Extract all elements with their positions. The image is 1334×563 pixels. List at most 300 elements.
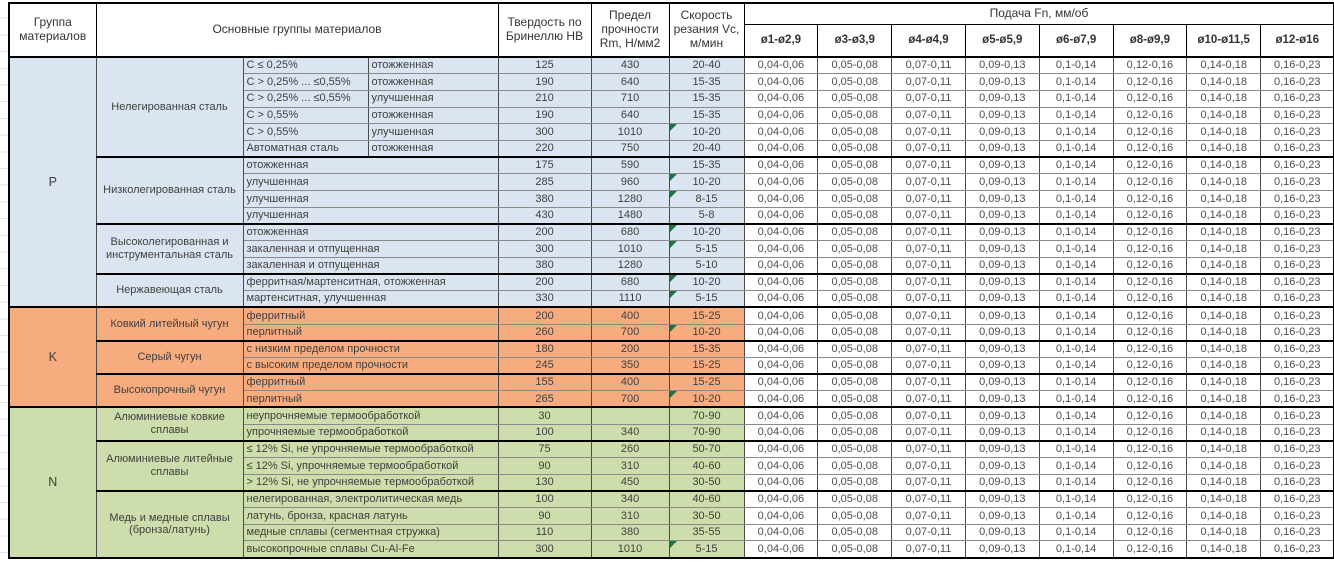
feed-value: 0,12-0,16 xyxy=(1113,241,1187,258)
feed-value: 0,14-0,18 xyxy=(1187,374,1261,391)
feed-value: 0,1-0,14 xyxy=(1039,541,1113,558)
hb-value: 260 xyxy=(498,324,591,341)
feed-value: 0,04-0,06 xyxy=(744,491,818,508)
feed-value: 0,14-0,18 xyxy=(1187,207,1261,224)
material-spec: медные сплавы (сегментная стружка) xyxy=(243,524,498,541)
subgroup-name: Высокопрочный чугун xyxy=(96,374,243,407)
feed-value: 0,09-0,13 xyxy=(965,441,1039,458)
feed-value: 0,04-0,06 xyxy=(744,508,818,525)
header-material-group: Группа материалов xyxy=(9,3,96,57)
material-spec: ≤ 12% Si, не упрочняемые термообработкой xyxy=(243,441,498,458)
feed-value: 0,16-0,23 xyxy=(1261,374,1334,391)
feed-value: 0,14-0,18 xyxy=(1187,274,1261,291)
row-gutter xyxy=(0,2,8,558)
feed-value: 0,16-0,23 xyxy=(1261,441,1334,458)
feed-value: 0,04-0,06 xyxy=(744,391,818,408)
feed-value: 0,12-0,16 xyxy=(1113,491,1187,508)
feed-value: 0,16-0,23 xyxy=(1261,524,1334,541)
feed-value: 0,16-0,23 xyxy=(1261,124,1334,141)
vc-value: 40-60 xyxy=(669,491,744,508)
header-feed-title: Подача Fn, мм/об xyxy=(744,3,1334,25)
feed-value: 0,14-0,18 xyxy=(1187,541,1261,558)
feed-value: 0,16-0,23 xyxy=(1261,307,1334,324)
feed-value: 0,05-0,08 xyxy=(818,257,892,274)
hb-value: 300 xyxy=(498,541,591,558)
feed-value: 0,07-0,11 xyxy=(892,307,966,324)
feed-value: 0,04-0,06 xyxy=(744,374,818,391)
feed-value: 0,16-0,23 xyxy=(1261,191,1334,208)
feed-value: 0,12-0,16 xyxy=(1113,140,1187,157)
feed-value: 0,05-0,08 xyxy=(818,474,892,491)
feed-value: 0,12-0,16 xyxy=(1113,524,1187,541)
feed-value: 0,04-0,06 xyxy=(744,474,818,491)
feed-value: 0,12-0,16 xyxy=(1113,424,1187,441)
feed-value: 0,1-0,14 xyxy=(1039,458,1113,475)
feed-value: 0,09-0,13 xyxy=(965,174,1039,191)
feed-value: 0,04-0,06 xyxy=(744,157,818,174)
feed-value: 0,14-0,18 xyxy=(1187,524,1261,541)
rm-value: 680 xyxy=(591,224,669,241)
feed-value: 0,14-0,18 xyxy=(1187,441,1261,458)
feed-value: 0,1-0,14 xyxy=(1039,357,1113,374)
feed-value: 0,09-0,13 xyxy=(965,74,1039,91)
feed-value: 0,05-0,08 xyxy=(818,124,892,141)
vc-value: 15-35 xyxy=(669,74,744,91)
feed-value: 0,14-0,18 xyxy=(1187,257,1261,274)
feed-value: 0,16-0,23 xyxy=(1261,74,1334,91)
feed-value: 0,14-0,18 xyxy=(1187,307,1261,324)
hb-value: 300 xyxy=(498,124,591,141)
feed-value: 0,16-0,23 xyxy=(1261,224,1334,241)
feed-value: 0,16-0,23 xyxy=(1261,491,1334,508)
feed-value: 0,1-0,14 xyxy=(1039,207,1113,224)
group-letter: N xyxy=(9,407,96,557)
feed-value: 0,04-0,06 xyxy=(744,441,818,458)
vc-value: 50-70 xyxy=(669,441,744,458)
feed-value: 0,09-0,13 xyxy=(965,191,1039,208)
vc-value: 5-15 xyxy=(669,241,744,258)
rm-value: 1480 xyxy=(591,207,669,224)
feed-value: 0,07-0,11 xyxy=(892,357,966,374)
header-cutting-speed: Скорость резания Vc, м/мин xyxy=(669,3,744,57)
hb-value: 110 xyxy=(498,524,591,541)
vc-value: 15-35 xyxy=(669,341,744,358)
feed-value: 0,09-0,13 xyxy=(965,474,1039,491)
subgroup-name: Низколегированная сталь xyxy=(96,157,243,224)
feed-value: 0,09-0,13 xyxy=(965,124,1039,141)
vc-value: 15-25 xyxy=(669,357,744,374)
feed-value: 0,04-0,06 xyxy=(744,541,818,558)
feed-value: 0,09-0,13 xyxy=(965,374,1039,391)
vc-value: 30-50 xyxy=(669,508,744,525)
table-row xyxy=(9,341,1334,358)
feed-value: 0,12-0,16 xyxy=(1113,191,1187,208)
hb-value: 245 xyxy=(498,357,591,374)
material-spec: закаленная и отпущенная xyxy=(243,241,498,258)
rm-value: 1010 xyxy=(591,124,669,141)
feed-value: 0,04-0,06 xyxy=(744,124,818,141)
feed-value: 0,07-0,11 xyxy=(892,74,966,91)
feed-value: 0,14-0,18 xyxy=(1187,341,1261,358)
feed-value: 0,12-0,16 xyxy=(1113,90,1187,107)
feed-value: 0,1-0,14 xyxy=(1039,140,1113,157)
feed-value: 0,07-0,11 xyxy=(892,524,966,541)
feed-value: 0,12-0,16 xyxy=(1113,508,1187,525)
vc-value: 15-25 xyxy=(669,374,744,391)
material-spec: отожженная xyxy=(243,224,498,241)
header-diameter-6: ø10-ø11,5 xyxy=(1187,25,1261,58)
vc-value: 15-35 xyxy=(669,157,744,174)
subgroup-name: Нелегированная сталь xyxy=(96,57,243,157)
vc-value: 5-15 xyxy=(669,541,744,558)
feed-value: 0,16-0,23 xyxy=(1261,458,1334,475)
feed-value: 0,14-0,18 xyxy=(1187,124,1261,141)
material-state: улучшенная xyxy=(368,124,498,141)
material-spec: ферритный xyxy=(243,307,498,324)
hb-value: 200 xyxy=(498,224,591,241)
rm-value: 200 xyxy=(591,341,669,358)
subgroup-name: Алюминиевые ковкие сплавы xyxy=(96,407,243,440)
feed-value: 0,1-0,14 xyxy=(1039,57,1113,74)
feed-value: 0,09-0,13 xyxy=(965,241,1039,258)
feed-value: 0,16-0,23 xyxy=(1261,257,1334,274)
rm-value: 680 xyxy=(591,274,669,291)
feed-value: 0,05-0,08 xyxy=(818,57,892,74)
material-state: отожженная xyxy=(368,107,498,124)
material-spec: улучшенная xyxy=(243,207,498,224)
feed-value: 0,09-0,13 xyxy=(965,224,1039,241)
feed-value: 0,1-0,14 xyxy=(1039,157,1113,174)
vc-value: 15-35 xyxy=(669,107,744,124)
table-row xyxy=(9,157,1334,174)
hb-value: 200 xyxy=(498,307,591,324)
feed-value: 0,04-0,06 xyxy=(744,458,818,475)
feed-value: 0,07-0,11 xyxy=(892,391,966,408)
rm-value: 380 xyxy=(591,524,669,541)
subgroup-name: Ковкий литейный чугун xyxy=(96,307,243,340)
hb-value: 175 xyxy=(498,157,591,174)
feed-value: 0,09-0,13 xyxy=(965,207,1039,224)
feed-value: 0,05-0,08 xyxy=(818,524,892,541)
feed-value: 0,1-0,14 xyxy=(1039,174,1113,191)
feed-value: 0,05-0,08 xyxy=(818,458,892,475)
material-spec: C > 0,25% ... ≤0,55% xyxy=(243,74,368,91)
feed-value: 0,04-0,06 xyxy=(744,257,818,274)
feed-value: 0,1-0,14 xyxy=(1039,124,1113,141)
feed-value: 0,07-0,11 xyxy=(892,508,966,525)
feed-value: 0,16-0,23 xyxy=(1261,241,1334,258)
vc-value: 15-25 xyxy=(669,307,744,324)
vc-value: 10-20 xyxy=(669,224,744,241)
vc-value: 10-20 xyxy=(669,391,744,408)
rm-value: 640 xyxy=(591,107,669,124)
vc-value: 10-20 xyxy=(669,324,744,341)
feed-value: 0,12-0,16 xyxy=(1113,391,1187,408)
hb-value: 90 xyxy=(498,508,591,525)
header-diameter-4: ø6-ø7,9 xyxy=(1039,25,1113,58)
material-spec: улучшенная xyxy=(243,191,498,208)
feed-value: 0,16-0,23 xyxy=(1261,391,1334,408)
table-row xyxy=(9,307,1334,324)
material-state: отожженная xyxy=(368,74,498,91)
feed-value: 0,05-0,08 xyxy=(818,174,892,191)
rm-value: 710 xyxy=(591,90,669,107)
feed-value: 0,12-0,16 xyxy=(1113,107,1187,124)
vc-value: 15-35 xyxy=(669,90,744,107)
feed-value: 0,16-0,23 xyxy=(1261,274,1334,291)
hb-value: 125 xyxy=(498,57,591,74)
feed-value: 0,04-0,06 xyxy=(744,174,818,191)
feed-value: 0,09-0,13 xyxy=(965,508,1039,525)
feed-value: 0,12-0,16 xyxy=(1113,224,1187,241)
feed-value: 0,05-0,08 xyxy=(818,74,892,91)
feed-value: 0,1-0,14 xyxy=(1039,391,1113,408)
feed-value: 0,1-0,14 xyxy=(1039,491,1113,508)
feed-value: 0,07-0,11 xyxy=(892,124,966,141)
material-state: отожженная xyxy=(368,57,498,74)
feed-value: 0,07-0,11 xyxy=(892,257,966,274)
material-spec: ≤ 12% Si, упрочняемые термообработкой xyxy=(243,458,498,475)
feed-value: 0,05-0,08 xyxy=(818,491,892,508)
rm-value: 350 xyxy=(591,357,669,374)
material-spec: ферритный xyxy=(243,374,498,391)
vc-value: 8-15 xyxy=(669,191,744,208)
vc-value: 40-60 xyxy=(669,458,744,475)
feed-value: 0,12-0,16 xyxy=(1113,291,1187,308)
feed-value: 0,14-0,18 xyxy=(1187,324,1261,341)
rm-value: 700 xyxy=(591,391,669,408)
header-main-groups: Основные группы материалов xyxy=(96,3,498,57)
feed-value: 0,04-0,06 xyxy=(744,341,818,358)
material-spec: C > 0,25% ... ≤0,55% xyxy=(243,90,368,107)
feed-value: 0,16-0,23 xyxy=(1261,357,1334,374)
material-spec: Автоматная сталь xyxy=(243,140,368,157)
feed-value: 0,1-0,14 xyxy=(1039,191,1113,208)
feed-value: 0,09-0,13 xyxy=(965,491,1039,508)
feed-value: 0,09-0,13 xyxy=(965,341,1039,358)
header-diameter-2: ø4-ø4,9 xyxy=(892,25,966,58)
feed-value: 0,07-0,11 xyxy=(892,291,966,308)
feed-value: 0,14-0,18 xyxy=(1187,140,1261,157)
table-row xyxy=(9,274,1334,291)
vc-value: 70-90 xyxy=(669,407,744,424)
material-spec: ферритная/мартенситная, отожженная xyxy=(243,274,498,291)
hb-value: 75 xyxy=(498,441,591,458)
table-body xyxy=(9,57,1334,558)
material-spec: закаленная и отпущенная xyxy=(243,257,498,274)
feed-value: 0,1-0,14 xyxy=(1039,307,1113,324)
table-row xyxy=(9,57,1334,74)
feed-value: 0,07-0,11 xyxy=(892,324,966,341)
feed-value: 0,07-0,11 xyxy=(892,90,966,107)
feed-value: 0,07-0,11 xyxy=(892,458,966,475)
group-letter: K xyxy=(9,307,96,407)
hb-value: 380 xyxy=(498,257,591,274)
feed-value: 0,12-0,16 xyxy=(1113,541,1187,558)
header-diameter-7: ø12-ø16 xyxy=(1261,25,1334,58)
feed-value: 0,1-0,14 xyxy=(1039,407,1113,424)
feed-value: 0,07-0,11 xyxy=(892,541,966,558)
feed-value: 0,05-0,08 xyxy=(818,324,892,341)
feed-value: 0,14-0,18 xyxy=(1187,424,1261,441)
feed-value: 0,05-0,08 xyxy=(818,191,892,208)
feed-value: 0,12-0,16 xyxy=(1113,57,1187,74)
feed-value: 0,07-0,11 xyxy=(892,157,966,174)
header-diameter-0: ø1-ø2,9 xyxy=(744,25,818,58)
feed-value: 0,07-0,11 xyxy=(892,274,966,291)
feed-value: 0,09-0,13 xyxy=(965,391,1039,408)
rm-value: 400 xyxy=(591,307,669,324)
feed-value: 0,12-0,16 xyxy=(1113,357,1187,374)
header-diameter-5: ø8-ø9,9 xyxy=(1113,25,1187,58)
vc-value: 70-90 xyxy=(669,424,744,441)
feed-value: 0,07-0,11 xyxy=(892,441,966,458)
feed-value: 0,04-0,06 xyxy=(744,291,818,308)
feed-value: 0,14-0,18 xyxy=(1187,157,1261,174)
subgroup-name: Серый чугун xyxy=(96,341,243,374)
table-row xyxy=(9,224,1334,241)
header-hardness: Твердость по Бринеллю HB xyxy=(498,3,591,57)
vc-value: 5-8 xyxy=(669,207,744,224)
feed-value: 0,04-0,06 xyxy=(744,241,818,258)
feed-value: 0,14-0,18 xyxy=(1187,357,1261,374)
hb-value: 265 xyxy=(498,391,591,408)
feed-value: 0,09-0,13 xyxy=(965,257,1039,274)
material-spec: высокопрочные сплавы Cu-Al-Fe xyxy=(243,541,498,558)
header-diameter-1: ø3-ø3,9 xyxy=(818,25,892,58)
hb-value: 430 xyxy=(498,207,591,224)
hb-value: 330 xyxy=(498,291,591,308)
feed-value: 0,04-0,06 xyxy=(744,57,818,74)
rm-value: 640 xyxy=(591,74,669,91)
feed-value: 0,14-0,18 xyxy=(1187,191,1261,208)
feed-value: 0,14-0,18 xyxy=(1187,391,1261,408)
feed-value: 0,14-0,18 xyxy=(1187,90,1261,107)
feed-value: 0,05-0,08 xyxy=(818,140,892,157)
cutting-data-table xyxy=(8,2,1334,559)
hb-value: 200 xyxy=(498,274,591,291)
feed-value: 0,05-0,08 xyxy=(818,291,892,308)
hb-value: 220 xyxy=(498,140,591,157)
feed-value: 0,09-0,13 xyxy=(965,307,1039,324)
feed-value: 0,04-0,06 xyxy=(744,524,818,541)
feed-value: 0,12-0,16 xyxy=(1113,157,1187,174)
hb-value: 100 xyxy=(498,491,591,508)
vc-value: 10-20 xyxy=(669,124,744,141)
hb-value: 180 xyxy=(498,341,591,358)
feed-value: 0,05-0,08 xyxy=(818,274,892,291)
feed-value: 0,1-0,14 xyxy=(1039,524,1113,541)
feed-value: 0,04-0,06 xyxy=(744,274,818,291)
feed-value: 0,1-0,14 xyxy=(1039,474,1113,491)
feed-value: 0,16-0,23 xyxy=(1261,341,1334,358)
feed-value: 0,05-0,08 xyxy=(818,424,892,441)
table-header xyxy=(9,3,1334,57)
feed-value: 0,09-0,13 xyxy=(965,90,1039,107)
rm-value: 700 xyxy=(591,324,669,341)
feed-value: 0,05-0,08 xyxy=(818,241,892,258)
feed-value: 0,14-0,18 xyxy=(1187,107,1261,124)
rm-value: 1280 xyxy=(591,191,669,208)
feed-value: 0,05-0,08 xyxy=(818,391,892,408)
feed-value: 0,09-0,13 xyxy=(965,157,1039,174)
table-row xyxy=(9,374,1334,391)
feed-value: 0,04-0,06 xyxy=(744,407,818,424)
feed-value: 0,14-0,18 xyxy=(1187,458,1261,475)
feed-value: 0,07-0,11 xyxy=(892,57,966,74)
subgroup-name: Высоколегированная и инструментальная сталь xyxy=(96,224,243,274)
feed-value: 0,1-0,14 xyxy=(1039,324,1113,341)
feed-value: 0,09-0,13 xyxy=(965,274,1039,291)
feed-value: 0,05-0,08 xyxy=(818,407,892,424)
feed-value: 0,09-0,13 xyxy=(965,291,1039,308)
rm-value: 1280 xyxy=(591,257,669,274)
feed-value: 0,05-0,08 xyxy=(818,307,892,324)
feed-value: 0,04-0,06 xyxy=(744,357,818,374)
feed-value: 0,12-0,16 xyxy=(1113,174,1187,191)
feed-value: 0,04-0,06 xyxy=(744,424,818,441)
material-spec: C ≤ 0,25% xyxy=(243,57,368,74)
feed-value: 0,05-0,08 xyxy=(818,207,892,224)
feed-value: 0,05-0,08 xyxy=(818,157,892,174)
rm-value: 260 xyxy=(591,441,669,458)
rm-value: 310 xyxy=(591,458,669,475)
vc-value: 20-40 xyxy=(669,57,744,74)
feed-value: 0,09-0,13 xyxy=(965,524,1039,541)
material-state: улучшенная xyxy=(368,90,498,107)
feed-value: 0,16-0,23 xyxy=(1261,140,1334,157)
material-spec: латунь, бронза, красная латунь xyxy=(243,508,498,525)
feed-value: 0,16-0,23 xyxy=(1261,57,1334,74)
hb-value: 190 xyxy=(498,107,591,124)
feed-value: 0,14-0,18 xyxy=(1187,224,1261,241)
feed-value: 0,05-0,08 xyxy=(818,374,892,391)
feed-value: 0,09-0,13 xyxy=(965,424,1039,441)
feed-value: 0,14-0,18 xyxy=(1187,291,1261,308)
feed-value: 0,07-0,11 xyxy=(892,191,966,208)
feed-value: 0,09-0,13 xyxy=(965,357,1039,374)
feed-value: 0,16-0,23 xyxy=(1261,174,1334,191)
feed-value: 0,07-0,11 xyxy=(892,224,966,241)
rm-value: 1010 xyxy=(591,241,669,258)
feed-value: 0,04-0,06 xyxy=(744,107,818,124)
table-row xyxy=(9,441,1334,458)
feed-value: 0,16-0,23 xyxy=(1261,508,1334,525)
rm-value: 340 xyxy=(591,491,669,508)
feed-value: 0,04-0,06 xyxy=(744,324,818,341)
feed-value: 0,14-0,18 xyxy=(1187,57,1261,74)
table-row xyxy=(9,407,1334,424)
feed-value: 0,05-0,08 xyxy=(818,508,892,525)
feed-value: 0,12-0,16 xyxy=(1113,307,1187,324)
feed-value: 0,09-0,13 xyxy=(965,541,1039,558)
feed-value: 0,12-0,16 xyxy=(1113,324,1187,341)
feed-value: 0,1-0,14 xyxy=(1039,291,1113,308)
rm-value: 400 xyxy=(591,374,669,391)
feed-value: 0,12-0,16 xyxy=(1113,407,1187,424)
hb-value: 380 xyxy=(498,191,591,208)
feed-value: 0,12-0,16 xyxy=(1113,458,1187,475)
feed-value: 0,1-0,14 xyxy=(1039,374,1113,391)
rm-value: 590 xyxy=(591,157,669,174)
material-spec: отожженная xyxy=(243,157,498,174)
group-letter: P xyxy=(9,57,96,307)
material-spec: перлитный xyxy=(243,391,498,408)
feed-value: 0,14-0,18 xyxy=(1187,491,1261,508)
rm-value: 1010 xyxy=(591,541,669,558)
feed-value: 0,14-0,18 xyxy=(1187,474,1261,491)
hb-value: 285 xyxy=(498,174,591,191)
